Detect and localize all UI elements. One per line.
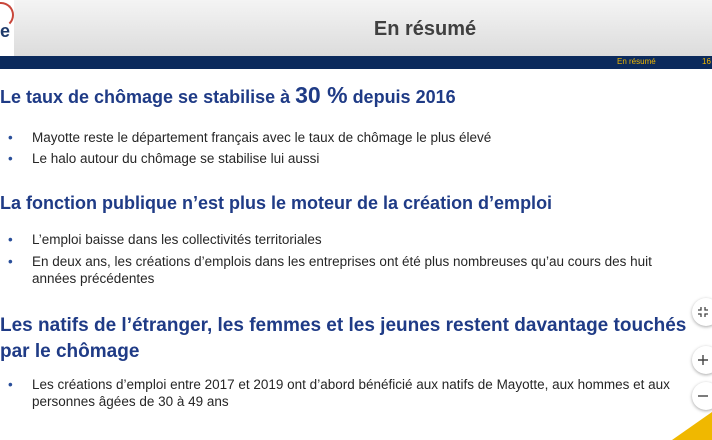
- bullet-text: Le halo autour du chômage se stabilise lui aussi: [32, 151, 320, 166]
- corner-accent: [672, 412, 712, 440]
- header-bar: [0, 56, 712, 69]
- bullet-text: Les créations d’emploi entre 2017 et 2019 ont d’abord bénéficié aux natifs de Mayotte, aux hommes et aux personnes âgées de 30 à 49 ans: [32, 377, 670, 409]
- logo-letter: e: [0, 21, 11, 41]
- slide-title: En résumé: [373, 18, 477, 40]
- fit-screen-button[interactable]: [692, 298, 712, 326]
- section-heading-public-service: La fonction publique n’est plus le moteur de la création d’emploi: [0, 193, 553, 213]
- bullet-glyph: •: [8, 130, 13, 145]
- bullet-glyph: •: [8, 254, 13, 269]
- bullet-glyph: •: [8, 377, 13, 392]
- section-heading-natives: Les natifs de l’étranger, les femmes et les jeunes restent davantage touchés par le chômage: [0, 315, 687, 362]
- bullet-glyph: •: [8, 232, 13, 247]
- page-number: 16: [702, 57, 711, 66]
- zoom-in-icon: [697, 354, 709, 366]
- zoom-out-button[interactable]: [692, 382, 712, 410]
- bullet-text: L’emploi baisse dans les collectivités territoriales: [32, 232, 322, 247]
- heading-highlight: 30 %: [295, 82, 348, 108]
- bullet-text: Mayotte reste le département français avec le taux de chômage le plus élevé: [32, 130, 492, 145]
- section-heading-unemployment: [0, 82, 456, 109]
- zoom-out-icon: [697, 390, 709, 402]
- bullet-text: En deux ans, les créations d’emplois dans les entreprises ont été plus nombreuses qu’au cours des huit années précédentes: [32, 254, 652, 286]
- heading-text-end: depuis 2016: [347, 87, 456, 107]
- slide-header: [0, 0, 712, 56]
- zoom-in-button[interactable]: [692, 346, 712, 374]
- fit-screen-icon: [697, 306, 709, 318]
- heading-text: Le taux de chômage se stabilise à: [0, 87, 296, 107]
- bullet-glyph: •: [8, 151, 13, 166]
- bar-section-label: En résumé: [617, 57, 656, 66]
